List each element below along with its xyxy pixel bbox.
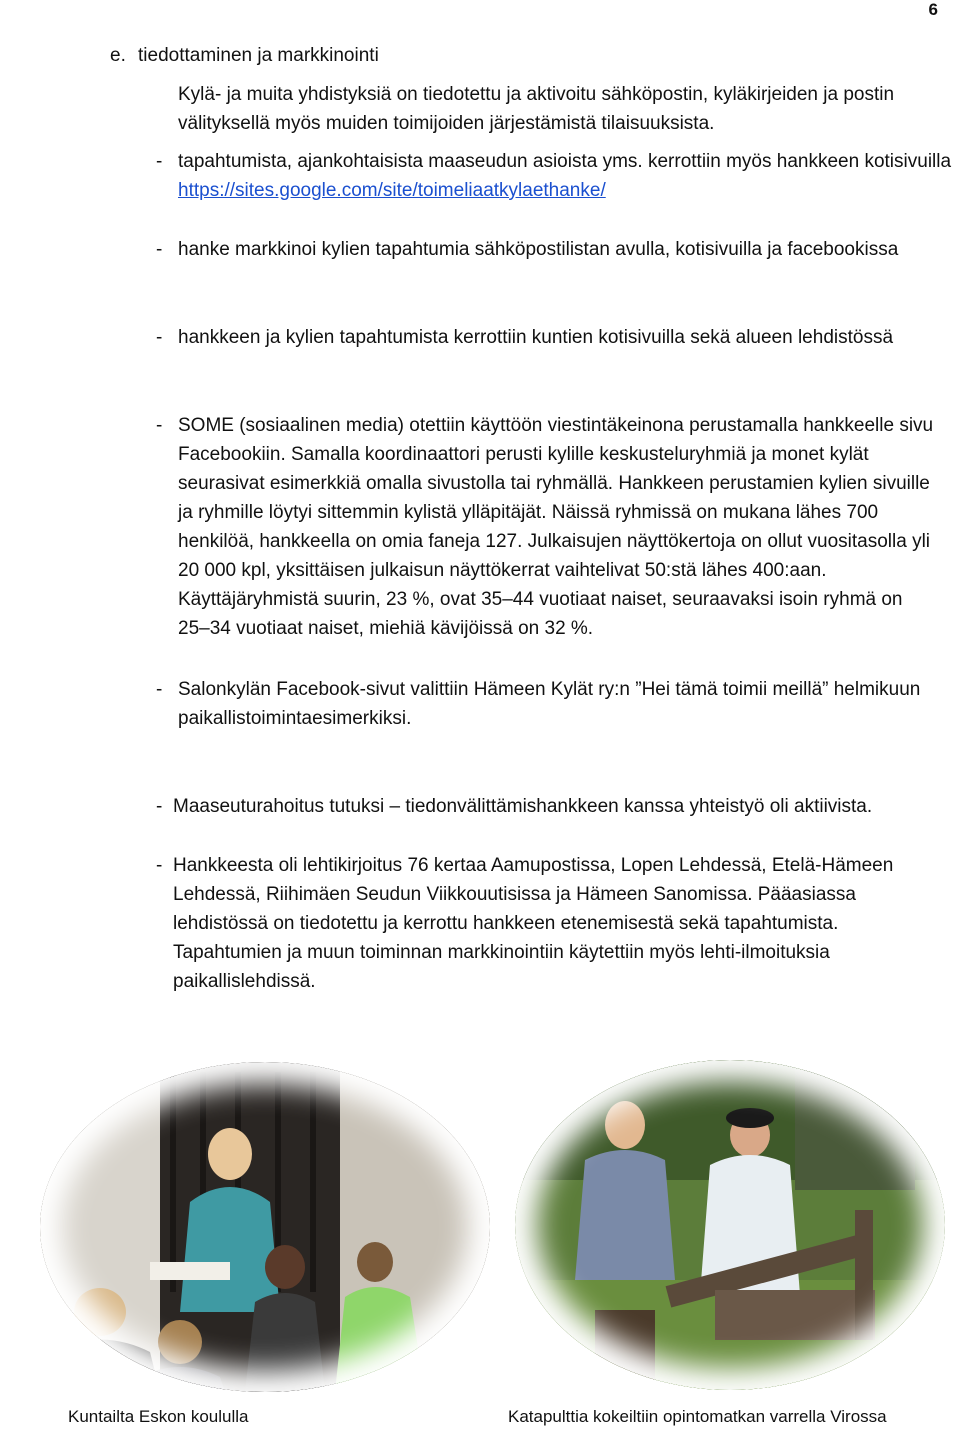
homepage-link[interactable]: https://sites.google.com/site/toimeliaatkylaethanke/ xyxy=(178,180,606,201)
list-item-text: tapahtumista, ajankohtaisista maaseudun asioista yms. kerrottiin myös hankkeen kotisivuilla xyxy=(178,151,952,172)
list-dash: - xyxy=(156,151,163,172)
list-item xyxy=(156,323,958,352)
list-dash: - xyxy=(156,679,163,700)
meeting-photo xyxy=(40,1062,490,1392)
list-item-text: Maaseuturahoitus tutuksi – tiedonvälittämishankkeen kanssa yhteistyö oli aktiivista. xyxy=(173,796,873,817)
list-dash: - xyxy=(156,855,163,876)
section-heading xyxy=(110,41,950,70)
caption-left: Kuntailta Eskon koululla xyxy=(68,1407,249,1426)
list-item-text: hanke markkinoi kylien tapahtumia sähköpostilistan avulla, kotisivuilla ja facebookissa xyxy=(178,239,899,260)
meeting-photo-image xyxy=(40,1062,490,1392)
list-dash: - xyxy=(156,327,163,348)
list-item-text: SOME (sosiaalinen media) otettiin käyttöön viestintäkeinona perustamalla hankkeelle sivu Facebookiin. Samalla koordinaattori perusti kylille keskusteluryhmiä ja monet kylät seurasivat esimerkkiä omalla sivustolla tai ryhmällä. Hankkeen perustamien kylien sivuille ja ryhmille löytyi sittemmin kylistä ylläpitäjät. Näissä ryhmissä on mukana lähes 700 henkilöä, hankkeella on omia faneja 127. Julkaisujen näyttökertoja on ollut vuositasolla yli 20 000 kpl, yksittäisen julkaisun näyttökerrat vaihtelivat 50:stä lähes 400:aan. Käyttäjäryhmistä suurin, 23 %, ovat 35–44 vuotiaat naiset, seuraavaksi isoin ryhmä on 25–34 vuotiaat naiset, miehiä kävijöissä on 32 %. xyxy=(178,415,934,639)
caption-right: Katapulttia kokeiltiin opintomatkan varrella Virossa xyxy=(508,1407,887,1426)
list-item xyxy=(156,851,943,996)
list-item xyxy=(156,235,958,264)
list-item xyxy=(156,411,938,643)
list-item-text: hankkeen ja kylien tapahtumista kerrottiin kuntien kotisivuilla sekä alueen lehdistössä xyxy=(178,327,894,348)
list-dash: - xyxy=(156,796,163,817)
list-item-text: Salonkylän Facebook-sivut valittiin Hämeen Kylät ry:n ”Hei tämä toimii meillä” helmikuun paikallistoimintaesimerkiksi. xyxy=(178,679,921,729)
section-title: tiedottaminen ja markkinointi xyxy=(138,45,379,66)
catapult-photo-image xyxy=(515,1060,945,1390)
intro-paragraph: Kylä- ja muita yhdistyksiä on tiedotettu ja aktivoitu sähköpostin, kyläkirjeiden ja postin välityksellä myös muiden toimijoiden järjestämistä tilaisuuksista. xyxy=(178,84,895,134)
catapult-photo xyxy=(515,1060,945,1390)
list-item-text: Hankkeesta oli lehtikirjoitus 76 kertaa Aamupostissa, Lopen Lehdessä, Etelä-Hämeen Lehdessä, Riihimäen Seudun Viikkouutisissa ja Hämeen Sanomissa. Pääasiassa lehdistössä on tiedotettu ja kerrottu hankkeen etenemisestä sekä tapahtumista. Tapahtumien ja muun toiminnan markkinointiin käytettiin myös lehti-ilmoituksia paikallislehdissä. xyxy=(173,855,894,992)
list-dash: - xyxy=(156,239,163,260)
section-marker: e. xyxy=(110,45,126,66)
list-item xyxy=(156,147,958,205)
list-item xyxy=(156,792,933,821)
list-item xyxy=(156,675,938,733)
list-dash: - xyxy=(156,415,163,436)
page-number: 6 xyxy=(928,0,938,19)
